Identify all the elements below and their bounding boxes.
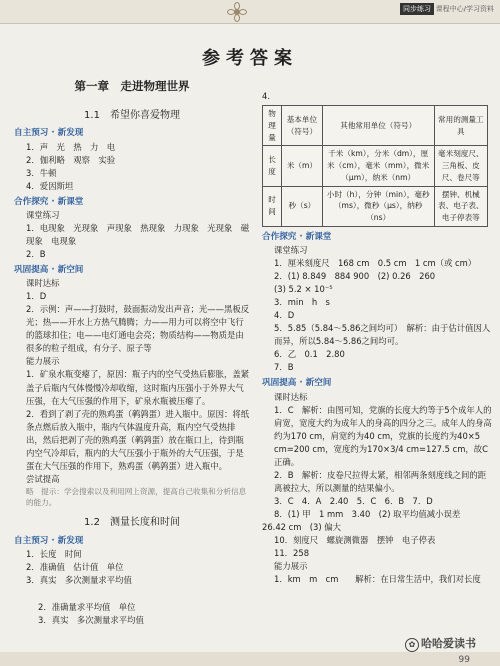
sub-heading: 能力展示 <box>26 356 60 367</box>
answer-line: 2．看到了剥了壳的熟鸡蛋（鹌鹑蛋）进入瓶中。原因：将纸条点燃后放入瓶中，瓶内气体温度升高，瓶内空气受热排出，然后把剥了壳的熟鸡蛋（鹌鹑蛋）放在瓶口上，待到瓶内空气冷却后，瓶内的大气压强小于瓶外的大气压强，于是蛋在大气压强的作用下，熟鸡蛋（鹌鹑蛋）进入瓶中。 <box>26 408 250 471</box>
right-column <box>262 90 494 586</box>
answer-line: 2．示例：声——打鼓时，鼓面振动发出声音；光——黑板反光；热——开水上方热气腾腾；力——用力可以将空中飞行的篮球扣住；电——电灯通电会亮；物质结构——物质是由很多的粒子组成，有分子、原子等 <box>26 304 250 354</box>
answer-line: 1．C 解析：由图可知，党旗的长度大约等于5个成年人的肩宽，宽度大约为成年人的身高的四分之三。成年人的身高约为170 cm，肩宽约为40 cm，党旗的长度约为40×5 cm=200 cm，宽度约为170×3/4 cm=127.5 cm，故C正确。 <box>274 404 492 467</box>
table-header-cell: 其他常用单位（符号） <box>322 106 434 146</box>
left-column <box>14 78 250 627</box>
answer-line: 1．km m cm 解析：在日常生活中，我们对长度 <box>274 573 481 584</box>
answer-line: 1．矿泉水瓶变瘪了，原因：瓶子内的空气受热后膨胀，盖紧盖子后瓶内气体慢慢冷却收缩，这时瓶内压强小于外界大气压强，在大气压强的作用下，矿泉水瓶被压瘪了。 <box>26 369 250 406</box>
answer-line: 2．B <box>26 249 46 260</box>
answer-line: 2．B 解析：皮卷尺拉得太紧，相邻两条刻度线之间的距离被拉大，所以测量的结果偏小。 <box>274 469 487 493</box>
section-title: 1.1 希望你喜爱物理 <box>84 109 180 121</box>
answer-line: 4．D <box>274 310 295 321</box>
answer-line: (3) 5.2 × 10⁻⁵ <box>274 284 333 295</box>
answer-line: 3．真实 多次测量求平均值 <box>26 575 132 585</box>
header-badge: 同步练习 <box>400 3 434 15</box>
section-heading: 巩固提高 · 新空间 <box>262 378 332 389</box>
watermark <box>405 635 476 652</box>
answer-line: 4．爱因斯坦 <box>26 180 74 191</box>
sub-heading: 课时达标 <box>274 391 308 402</box>
page-number: 99 <box>458 655 470 665</box>
footer-bar <box>0 652 500 666</box>
answer-line: 2．伽利略 观察 实验 <box>26 154 116 165</box>
table-row <box>263 186 488 226</box>
watermark-logo-icon: ✿ <box>405 638 419 652</box>
section-heading: 自主预习 · 新发现 <box>14 535 84 546</box>
answer-line: 11．258 <box>274 547 310 558</box>
watermark-text: 哈哈爱读书 <box>421 637 476 650</box>
answer-line: 1．声 光 热 力 电 <box>26 141 116 152</box>
table-header-cell: 物理量 <box>263 106 282 146</box>
answer-line: 8．(1) 甲 1 mm 3.40 (2) 取平均值减小误差 <box>274 508 461 519</box>
table-header-cell: 常用的测量工具 <box>434 106 487 146</box>
sub-heading: 课堂练习 <box>274 245 308 256</box>
answer-line: 3．牛顿 <box>26 167 57 178</box>
answer-line: 2．(1) 8.849 884 900 (2) 0.26 260 <box>274 271 436 282</box>
units-table <box>262 105 488 227</box>
answer-line: 1．厘米刻度尺 168 cm 0.5 cm 1 cm（或 cm） <box>274 258 477 269</box>
table-cell: 小时（h），分钟（min），毫秒（ms），微秒（μs），纳秒（ns） <box>322 186 434 226</box>
answer-line: 2．准确值 估计值 单位 <box>26 561 124 572</box>
answer-line: 1．D <box>26 291 47 302</box>
answer-line: 10．刻度尺 螺旋测微器 摆钟 电子停表 <box>274 534 436 545</box>
table-cell: 米（m） <box>282 146 323 186</box>
table-cell: 千米（km），分米（dm），厘米（cm），毫米（mm），微米（μm），纳米（nm） <box>322 146 434 186</box>
table-cell: 秒（s） <box>282 186 323 226</box>
table-header-row <box>263 106 488 146</box>
table-header-cell: 基本单位（符号） <box>282 106 323 146</box>
section-heading: 巩固提高 · 新空间 <box>14 265 84 276</box>
sub-heading: 课堂练习 <box>26 210 60 220</box>
table-cell: 长度 <box>263 146 282 186</box>
table-cell: 时间 <box>263 186 282 226</box>
section-title: 1.2 测量长度和时间 <box>84 517 180 529</box>
sub-heading: 尝试提高 <box>26 473 60 484</box>
table-row <box>263 146 488 186</box>
answer-line: 1．电现象 光现象 声现象 热现象 力现象 光现象 磁现象 电现象 <box>26 223 250 247</box>
answer-line: 7．B <box>274 362 294 373</box>
question-number: 4． <box>262 91 276 101</box>
section-heading: 合作探究 · 新课堂 <box>14 196 84 207</box>
answer-line: 3．min h s <box>274 297 330 308</box>
answer-line: 6．乙 0.1 2.80 <box>274 349 345 360</box>
page-title: 参考答案 <box>202 48 298 69</box>
answer-line: 3．C 4．A 2.40 5．C 6．B 7．D <box>274 495 433 506</box>
flower-ornament-icon <box>226 2 248 22</box>
answer-line: 3．真实 多次测量求平均值 <box>38 615 144 626</box>
answer-line: 1．长度 时间 <box>26 548 82 559</box>
table-cell: 毫米刻度尺、三角板、皮尺、卷尺等 <box>434 146 487 186</box>
header-bar <box>0 0 500 24</box>
answer-line: 略 提示：学会搜索以及利用网上资源，提高自己收集和分析信息的能力。 <box>26 486 247 508</box>
chapter-title: 第一章 走进物理世界 <box>74 79 190 93</box>
answer-line: 26.42 cm (3) 偏大 <box>262 521 342 532</box>
header-right-text: 课程中心/学习资料 <box>435 5 494 13</box>
answer-line: 5．5.85（5.84～5.86之间均可） 解析：由于估计值因人而异，所以5.84～5.86之间均可。 <box>274 323 491 347</box>
section-heading: 自主预习 · 新发现 <box>14 128 84 139</box>
sub-heading: 能力展示 <box>274 560 308 571</box>
section-heading: 合作探究 · 新课堂 <box>262 231 332 242</box>
sub-heading: 课时达标 <box>26 278 60 289</box>
answer-line: 2．准确量求平均值 单位 <box>38 602 136 613</box>
table-cell: 摆钟、机械表、电子表、电子停表等 <box>434 186 487 226</box>
